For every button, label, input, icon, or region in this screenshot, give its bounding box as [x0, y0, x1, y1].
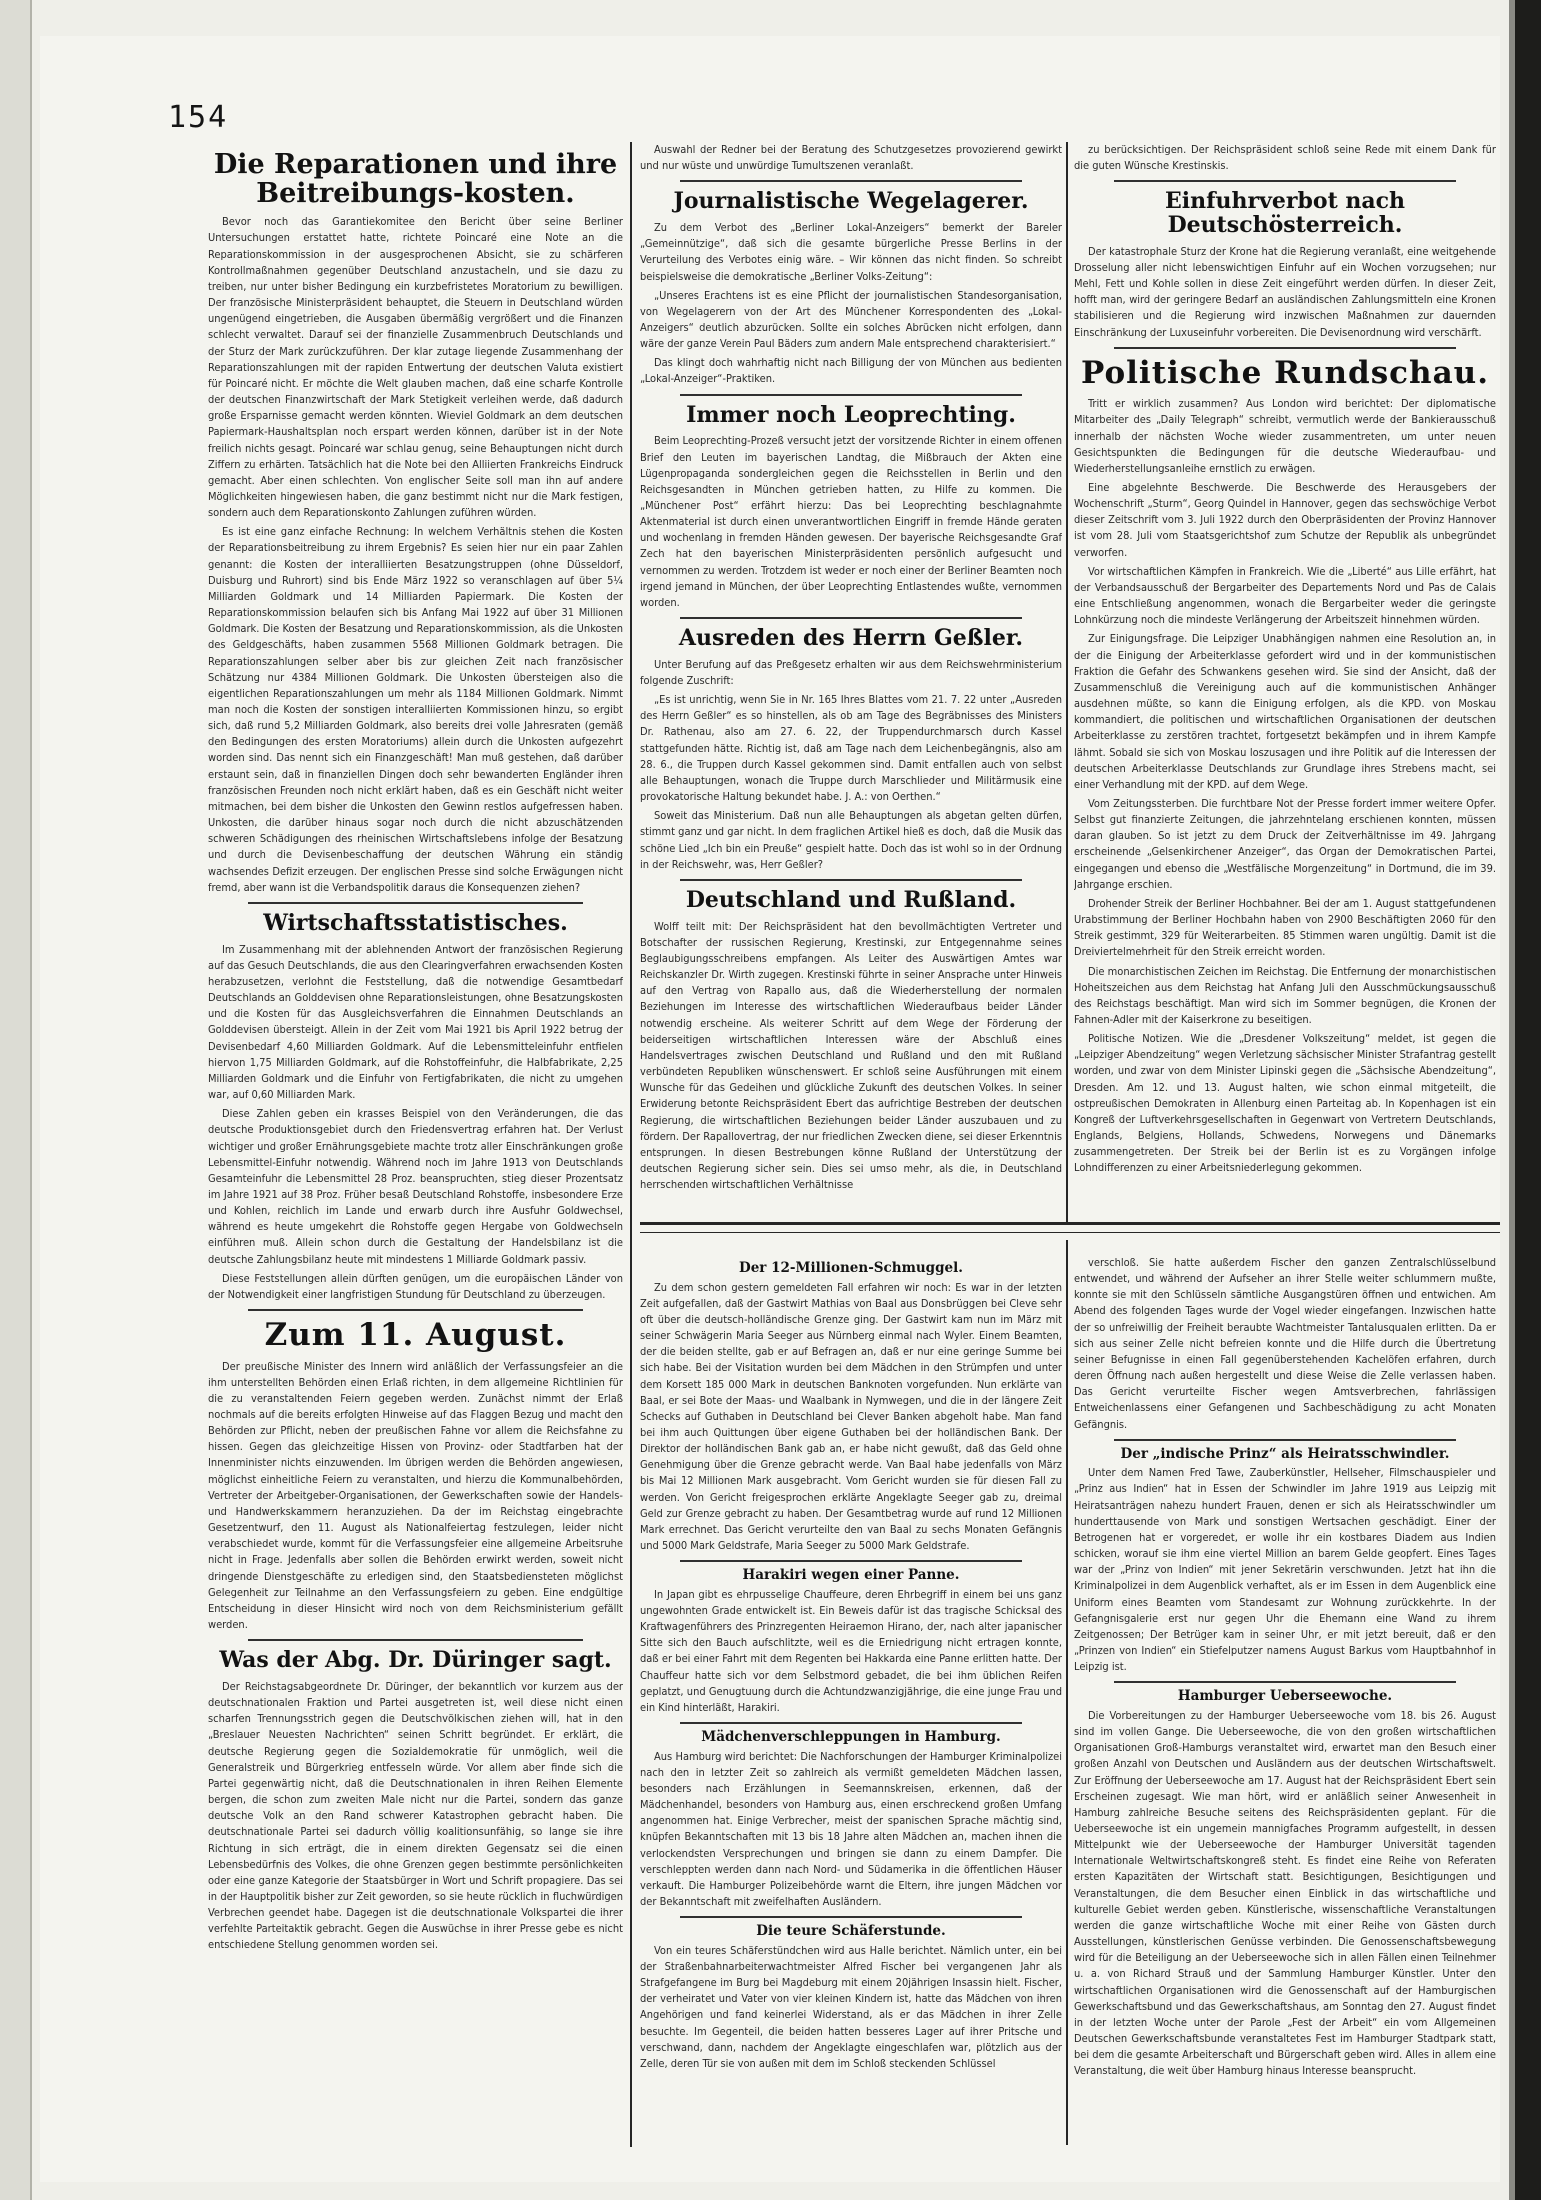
article-paragraph: Die Vorbereitungen zu der Hamburger Ueberseewoche vom 18. bis 26. August sind im vollen Gange. Die Ueberseewoche, die von den großen wirtschaftlichen Organisationen Groß-Hamburgs veranstaltet wird, erwartet man den Besuch einer großen Anzahl von Deutschen und Ausländern aus der deutschen Wirtschaftswelt. Zur Eröffnung der Ueberseewoche am 17. August hat der Reichspräsident Ebert sein Erscheinen zugesagt. Wie man hört, wird er anläßlich seiner Anwesenheit in Hamburg zahlreiche Besuche seitens des Reichspräsidenten geplant. Für die Ueberseewoche ist ein ungemein mannigfaches Programm aufgestellt, in dessen Mittelpunkt wie der Ueberseewoche der Hamburger Universität tagenden Internationale Weltwirtschaftskongreß steht. Es findet eine Reihe von Referaten ersten Kapazitäten der Wirtschaft statt. Besichtigungen, Besichtigungen und Veranstaltungen, die dem Besucher einen Einblick in das wirtschaftliche und kulturelle Gebiet werden geben. Künstlerische, wissenschaftliche Veranstaltungen werden die ganze wirtschaftliche Woche mit einer Reihe von Gästen durch Ausstellungen, künstlerischen Genüsse verbinden. Die Genossenschaftsbewegung wird für die Beteiligung an der Ueberseewoche sich in allen Fällen einen Teilnehmer u. a. von Richard Strauß und der Sammlung Hamburger Künstler. Unter den wirtschaftlichen Organisationen wird die Genossenschaft auf der Hamburgischen Gewerkschaftsbund und das Gewerkschaftshaus, am Sonntag den 27. August findet in der letzten Woche unter der Parole „Fest der Arbeit“ ein vom Allgemeinen Deutschen Gewerkschaftsbunde veranstaltetes Fest im Hamburger Stadtpark statt, bei dem die gesamte Arbeiterschaft und Bürgerschaft geben wird. Alles in allem eine Veranstaltung, die weit über Hamburg hinaus Interesse beansprucht.	[1074, 1708, 1496, 2078]
article-headline: Was der Abg. Dr. Düringer sagt.	[219, 1647, 612, 1674]
article-separator	[248, 1639, 583, 1641]
page-left-edge	[0, 0, 32, 2200]
article-paragraph: Wolff teilt mit: Der Reichspräsident hat den bevollmächtigten Vertreter und Botschafter der russischen Regierung, Krestinski, zur Entgegennahme seines Beglaubigungsschreibens empfangen. Als Leiter des Auswärtigen Amtes war Reichskanzler Dr. Wirth zugegen. Krestinski führte in seiner Ansprache unter Hinweis auf den Vertrag von Rapallo aus, daß die Wiederherstellung der normalen Beziehungen im Interesse des wirtschaftlichen Wiederaufbaus beider Länder notwendig erscheine. Als weiterer Schritt auf dem Wege der Förderung der beiderseitigen wirtschaftlichen Interessen wäre der Abschluß eines Handelsvertrages zwischen Deutschland und Rußland und den mit Rußland verbündeten Republiken wünschenswert. Er schloß seine Ausführungen mit einem Wunsche für das Gedeihen und glückliche Zukunft des deutschen Volkes. In seiner Erwiderung betonte Reichspräsident Ebert das aufrichtige Bestreben der deutschen Regierung, die wirtschaftlichen Beziehungen beider Länder auszubauen und zu fördern. Der Rapallovertrag, der nur friedlichen Zwecken diene, sei dieser Erkenntnis entsprungen. In diesen Bestrebungen könne Rußland der Unterstützung der deutschen Regierung sicher sein. Dies sei umso mehr, als die, in Deutschland herrschenden wirtschaftlichen Verhältnisse	[640, 919, 1062, 1192]
article-paragraph: Der katastrophale Sturz der Krone hat die Regierung veranlaßt, eine weitgehende Drosselung aller nicht lebenswichtigen Einfuhr auf ein Wochen vorzugsehen; nur Mehl, Fett und Kohle sollen in diese Zeit eingeführt werden dürfen. In dieser Zeit, hofft man, wird der geringere Bedarf an ausländischen Zahlungsmitteln eine Kronen stabilisieren und die Regierung wird inzwischen Maßnahmen zur dauernden Einschränkung der Luxuseinfuhr vorbereiten. Die Devisenordnung wird verschärft.	[1074, 244, 1496, 339]
article-paragraph: Vor wirtschaftlichen Kämpfen in Frankreich. Wie die „Liberté“ aus Lille erfährt, hat der Verbandsausschuß der Bergarbeiter des Departements Nord und Pas de Calais eine Entschließung angenommen, wonach die Bergarbeiter weder die geringste Lohnkürzung noch die mindeste Verlängerung der Arbeitszeit hinnehmen würden.	[1074, 564, 1496, 627]
article-headline: Harakiri wegen einer Panne.	[742, 1567, 960, 1584]
article-separator	[680, 1722, 1022, 1724]
article-paragraph: Die monarchistischen Zeichen im Reichstag. Die Entfernung der monarchistischen Hoheitszeichen aus dem Reichstag hat Anfang Juli den Ausschmückungsausschuß des Reichstags beschäftigt. Man wird sich im Sommer begnügen, die Kronen der Fahnen-Adler mit der Kaiserkrone zu beseitigen.	[1074, 964, 1496, 1026]
article	[208, 1649, 623, 1953]
article-headline: Ausreden des Herrn Geßler.	[678, 625, 1024, 652]
article	[640, 1568, 1062, 1716]
article	[640, 142, 1062, 174]
article-paragraph: Tritt er wirklich zusammen? Aus London wird berichtet: Der diplomatische Mitarbeiter des „Daily Telegraph“ schreibt, vermutlich werde der Bankierausschuß innerhalb der nächsten Woche wieder zusammentreten, um unter neuen Gesichtspunkten die Bedingungen für die deutsche Wiederaufbau- und Wiederherstellungsanleihe ernstlich zu erwägen.	[1074, 397, 1496, 475]
article-separator	[680, 180, 1022, 182]
column-rule-3	[1066, 1240, 1068, 2145]
article	[640, 1924, 1062, 2072]
article-paragraph: Zu dem schon gestern gemeldeten Fall erfahren wir noch: Es war in der letzten Zeit aufgefallen, daß der Gastwirt Mathias von Baal aus Donsbrüggen bei Cleve sehr oft über die deutsch-holländische Grenze ging. Der Gastwirt kam nun im März mit seiner Schwägerin Maria Seeger aus Nürnberg einmal nach Wyler. Einem Beamten, der die beiden stellte, gab er auf Befragen an, daß er nur eine geringe Summe bei sich habe. Bei der Visitation wurden bei dem Mädchen in den Strümpfen und unter dem Korsett 185 000 Mark in deutschen Banknoten vorgefunden. Nun erklärte van Baal, er sei Bote der Maas- und Waalbank in Nymwegen, und die in der längere Zeit Schecks auf Guthaben in Deutschland bei Clever Banken abgeholt habe. Man fand bei ihm auch Quittungen über eigene Guthaben bei der holländischen Bank. Der Direktor der holländischen Bank gab an, er habe nicht gewußt, daß das Geld ohne Genehmigung über die Grenze gebracht werde. Van Baal habe jedenfalls von März bis Mai 12 Millionen Mark ausgebracht. Vom Gericht wurden sie für diesen Fall zu werden. Von Gericht freigesprochen erklärte Angeklagte Seeger gab zu, dreimal Geld zur Grenze gebracht zu haben. Der Gesamtbetrag wurde auf rund 12 Millionen Mark errechnet. Das Gericht verurteilte den van Baal zu sechs Monaten Gefängnis und 5000 Mark Geldstrafe, Maria Seeger zu 5000 Mark Geldstrafe.	[640, 1280, 1062, 1553]
section-rule-bottom	[640, 1232, 1500, 1233]
article-paragraph: Auswahl der Redner bei der Beratung des Schutzgesetzes provozierend gewirkt und nur wüste und unwürdige Tumultszenen veranlaßt.	[640, 143, 1062, 173]
article	[640, 1261, 1062, 1554]
article-paragraph: Beim Leoprechting-Prozeß versucht jetzt der vorsitzende Richter in einem offenen Brief den Leuten im bayerischen Landtag, die Mißbrauch der Akten eine Lügenpropaganda sondergleichen gegen die Reichsstellen in Berlin und den Reichsgesandten in München getrieben hatten, zu Hilfe zu kommen. Die „Münchener Post“ erfährt hierzu: Das bei Leoprechting beschlagnahmte Aktenmaterial ist durch einen unverantwortlichen Eingriff in fremde Hände geraten und wochenlang in fremden Händen gewesen. Der bayerische Reichsgesandte Graf Zech hat den bayerischen Ministerpräsidenten persönlich aufgesucht und vernommen zu werden. Trotzdem ist weder er noch einer der Berliner Beamten noch irgend jemand in München, der über Leoprechting Entlastendes wußte, vernommen worden.	[640, 434, 1062, 609]
article	[208, 150, 623, 896]
article-paragraph: Das klingt doch wahrhaftig nicht nach Billigung der von München aus bedienten „Lokal-Anzeiger“-Praktiken.	[640, 356, 1062, 386]
article	[640, 190, 1062, 387]
article-paragraph: zu berücksichtigen. Der Reichspräsident schloß seine Rede mit einem Dank für die guten Wünsche Krestinskis.	[1074, 143, 1496, 173]
article-paragraph: verschloß. Sie hatte außerdem Fischer den ganzen Zentralschlüsselbund entwendet, und während der Aufseher an ihrer Stelle weiter schlummern mußte, konnte sie mit den Schlüsseln sämtliche Ausgangstüren öffnen und entwichen. Am Abend des folgenden Tages wurde der Vogel wieder eingefangen. Inzwischen hatte der so unfreiwillig der Freiheit beraubte Wachtmeister Tantalusqualen erlitten. Da er sich aus seiner Zelle nicht befreien konnte und die Hilfe durch die Übertretung seiner Befugnisse in einen Fall gegenüberstehenden Kachelöfen erfahren, durch deren Öffnung nach außen hergestellt und diese Weise die Zelle verlassen haben. Das Gericht verurteilte Fischer wegen Amtsverbrechen, fahrlässigen Entweichenlassens einer Gefangenen und Sachbeschädigung zu acht Monaten Gefängnis.	[1074, 1256, 1496, 1431]
article	[640, 1730, 1062, 1910]
article-separator	[1114, 347, 1456, 349]
article-separator	[680, 879, 1022, 881]
article-headline: Politische Rundschau.	[1081, 354, 1489, 391]
article	[1074, 1255, 1496, 1433]
column-3	[1074, 142, 1496, 1204]
article	[1074, 354, 1496, 1177]
column-2	[640, 142, 1062, 1204]
article	[640, 886, 1062, 1193]
article-paragraph: Eine abgelehnte Beschwerde. Die Beschwerde des Herausgebers der Wochenschrift „Sturm“, Georg Quindel in Hannover, gegen das sechswöchige Verbot dieser Zeitschrift vom 3. Juli 1922 durch den Oberpräsidenten der Provinz Hannover ist vom 28. Juli vom Staatsgerichtshof zum Schutze der Republik als unbegründet verworfen.	[1074, 481, 1496, 559]
article-headline: Einfuhrverbot nach Deutschösterreich.	[1164, 188, 1406, 239]
article-separator	[248, 1309, 583, 1311]
article-paragraph: In Japan gibt es ehrpusselige Chauffeure, deren Ehrbegriff in einem bei uns ganz ungewohnten Grade entwickelt ist. Ein Beweis dafür ist das tragische Schicksal des Kraftwagenführers des Prinzregenten Heiraemon Hirano, der, nach alter japanischer Sitte sich den Bauch aufschlitzte, weil es die Erniedrigung nicht ertragen konnte, daß er bei einer Fahrt mit dem Regenten bei Hakkarda eine Panne erlitten hatte. Der Chauffeur hatte sich vor dem Selbstmord gebadet, die bei ihm üblichen Reifen geplatzt, und Genugtuung durch die Achtundzwanzigjährige, die eine junge Frau und ein Kind hinterläßt, Harakiri.	[640, 1587, 1062, 1714]
article-headline: Deutschland und Rußland.	[685, 886, 1017, 913]
article	[640, 627, 1062, 873]
article-headline: Journalistische Wegelagerer.	[673, 188, 1029, 215]
article-paragraph: Diese Feststellungen allein dürften genügen, um die europäischen Länder von der Notwendigkeit einer langfristigen Stundung für Deutschland zu überzeugen.	[208, 1271, 623, 1301]
article-headline: Immer noch Leoprechting.	[686, 401, 1016, 428]
article-separator	[680, 1916, 1022, 1918]
article-paragraph: Diese Zahlen geben ein krasses Beispiel von den Veränderungen, die das deutsche Produktionsgebiet durch den Friedensvertrag erfahren hat. Der Verlust wichtiger und großer Ernährungsgebiete machte trotz aller Einschränkungen große Lebensmittel-Einfuhr notwendig. Während noch im Jahre 1913 von Deutschlands Gesamteinfuhr die Lebensmittel 28 Proz. beanspruchten, stieg dieser Prozentsatz im Jahre 1921 auf 38 Proz. Früher besaß Deutschland Rohstoffe, insbesondere Erze und Kohlen, reichlich im Lande und erwarb durch ihre Ausfuhr Goldwechsel, während es heute umgekehrt die Rohstoffe gegen Hergabe von Goldwechseln einführen muß. Allein schon durch die Gestaltung der Handelsbilanz ist die deutsche Zahlungsbilanz heute mit mindestens 1 Milliarde Goldmark passiv.	[208, 1107, 623, 1266]
article-paragraph: Unter dem Namen Fred Tawe, Zauberkünstler, Hellseher, Filmschauspieler und „Prinz aus Indien“ hat in Essen der Schwindler im Jahre 1919 aus Leipzig mit Heiratsanträgen nahezu hundert Frauen, denen er sich als Heiratsschwindler um hunderttausende von Mark und sonstigen Wertsachen geschädigt. Einer der Betrogenen hat er vorgeredet, er wolle ihr ein kostbares Diadem aus Indien schicken, worauf sie ihm eine viertel Million an barem Gelde geopfert. Eines Tages war der „Prinz von Indien“ mit jener Sekretärin verschwunden. Jetzt hat ihn die Kriminalpolizei in dem Augenblick verhaftet, als er im Essen in dem Augenblick eine Uniform eines Beamten vom Standesamt zur Wohnung zurückkehrte. In der Gefangnisgalerie erst nur gegen Uhr die Ehemann eine Wand zu ihrem Zeitgenossen; Der Betrüger kam in seiner Uhr, er mit jetzt bereuit, daß er den „Prinzen von Indien“ ein Stiefelputzer namens August Barkus vom Hauptbahnhof in Leipzig ist.	[1074, 1466, 1496, 1674]
column-5	[1074, 1255, 1496, 2145]
article-headline: Die teure Schäferstunde.	[756, 1923, 946, 1940]
article	[208, 909, 623, 1303]
article-paragraph: Drohender Streik der Berliner Hochbahner. Bei der am 1. August stattgefundenen Urabstimmung der Berliner Hochbahn haben von 2900 Beschäftigten 2060 für den Streik gestimmt, 329 für Weiterarbeiten. 85 Stimmen waren ungültig. Damit ist die Dreiviertelmehrheit für den Streik erreicht worden.	[1074, 896, 1496, 959]
article	[208, 1319, 623, 1633]
article-paragraph: Zu dem Verbot des „Berliner Lokal-Anzeigers“ bemerkt der Bareler „Gemeinnützige“, daß sich die gesamte bürgerliche Presse Berlins in der Verurteilung des Verbotes einig wäre. – Wir können das nicht finden. So schreibt beispielsweise die demokratische „Berliner Volks-Zeitung“:	[640, 221, 1062, 283]
article-headline: Der 12-Millionen-Schmuggel.	[739, 1260, 963, 1276]
article-headline: Wirtschaftsstatistisches.	[263, 909, 568, 936]
article-separator	[680, 394, 1022, 396]
book-binding	[1515, 0, 1541, 2200]
article-paragraph: Von ein teures Schäferstündchen wird aus Halle berichtet. Nämlich unter, ein bei der Straßenbahnarbeiterwachtmeister Alfred Fischer bei vergangenen Jahr als Strafgefangene im Burg bei Magdeburg mit einem 20jährigen Insassin hielt. Fischer, der verheiratet und Vater von vier kleinen Kindern ist, hatte das Mädchen von ihren Angehörigen und fand keinerlei Widerstand, als er das Mädchen in ihrer Zelle besuchte. Im Gegenteil, die beiden hatten besseres Lager auf ihrer Pritsche und verschwand, dann, nachdem der Angeklagte eingeschlafen war, plötzlich aus der Zelle, deren Tür sie von außen mit dem im Schloß steckenden Schlüssel	[640, 1943, 1062, 2070]
article-paragraph: Es ist eine ganz einfache Rechnung: In welchem Verhältnis stehen die Kosten der Reparationsbeitreibung zu ihrem Ergebnis? Es seien hier nur ein paar Zahlen genannt: die Kosten der interalliierten Besatzungstruppen (ohne Düsseldorf, Duisburg und Ruhrort) sind bis Ende März 1922 so veranschlagen auf über 5¼ Milliarden Goldmark und 14 Milliarden Papiermark. Die Kosten der Reparationskommission belaufen sich bis Anfang Mai 1922 auf über 31 Millionen Goldmark. Die Kosten der Besatzung und Reparationskommission, als die Unkosten des Geldgeschäfts, haben zusammen 5568 Millionen Goldmark betragen. Die Reparationszahlungen selber aber bis zur gleichen Zeit nach französischer Schätzung nur 4384 Millionen Goldmark. Die Unkosten übersteigen also die eigentlichen Reparationszahlungen um mehr als 1184 Millionen Goldmark. Nimmt man noch die Kosten der sonstigen interalliierten Kommissionen hinzu, so ergibt sich, daß rund 5,2 Milliarden Goldmark, also bereits drei volle Jahresraten (gemäß den Bedingungen des ersten Moratoriums) allein durch die Unkosten aufgezehrt worden sind. Das nennt sich ein Finanzgeschäft! Man muß gestehen, daß darüber erstaunt sein, daß in finanziellen Dingen doch sehr bewanderten Engländer ihren französischen Freunden noch nicht erklärt haben, daß es ein Geschäft nicht weiter mitmachen, bei dem bisher die Unkosten den Gewinn restlos aufgefressen haben. Unkosten, die darüber hinaus sogar noch durch die nicht abzuschätzenden schweren Schädigungen des rheinischen Wirtschaftslebens infolge der Besatzung und durch die Devisenbeschaffung der deutschen Währung ein ständig wachsendes Defizit erzeugen. Der englischen Presse sind solche Erwägungen nicht fremd, aber wann ist die Verbandspolitik daraus die Konsequenzen ziehen?	[208, 525, 623, 894]
article-paragraph: Der Reichstagsabgeordnete Dr. Düringer, der bekanntlich vor kurzem aus der deutschnationalen Fraktion und Partei ausgetreten ist, weil diese nicht einen scharfen Trennungsstrich gegen die Deutschvölkischen ziehen will, hat in den „Breslauer Neuesten Nachrichten“ seinen Schritt begründet. Er erklärt, die deutsche Regierung gegen die Sozialdemokratie für unmöglich, weil die Generalstreik und Bürgerkrieg entfesseln würde. Vor allem aber finde sich die Partei gegenwärtig nicht, daß die Deutschnationalen in ihren Reihen Elemente bergen, die schon zum zweiten Male nicht nur die Partei, sondern das ganze deutsche Volk an den Rand schwerer Katastrophen gebracht haben. Die deutschnationale Partei sei dadurch völlig koalitionsunfähig, so lange sie ihre Richtung in sich erträgt, die in einem direkten Gegensatz sei die einen Lebensbedürfnis des Volkes, die ohne Grenzen gegen bestimmte persönlichkeiten oder eine ganze Kategorie der Staatsbürger in Wort und Schrift propagiere. Das sei in der Hauptpolitik bisher zur Zeit geworden, so sie heute rücklich in fluchwürdigen Verbrechen geendet habe. Dagegen ist die deutschnationale Volkspartei die ihrer verfehlte Parteitaktik gebracht. Gegen die Auswüchse in ihrer Presse gebe es nicht entschiedene Stellung genommen worden sei.	[208, 1679, 623, 1952]
column-rule-1	[630, 142, 632, 2147]
column-1	[208, 142, 623, 2142]
article-separator	[248, 902, 583, 904]
column-4	[640, 1255, 1062, 2145]
article-paragraph: Politische Notizen. Wie die „Dresdener Volkszeitung“ meldet, ist gegen die „Leipziger Abendzeitung“ wegen Verletzung sächsischer Minister Strafantrag gestellt worden, und zwar von dem Minister Lipinski gegen die „Sächsische Abendzeitung“, Dresden. Am 12. und 13. August halten, wie schon einmal mitgeteilt, die ostpreußischen Demokraten in Allenburg einen Parteitag ab. In Kopenhagen ist ein Kongreß der Luftverkehrsgesellschaften in Gegenwart von Vertretern Deutschlands, Englands, Belgiens, Hollands, Schwedens, Norwegens und Dänemarks zusammengetreten. Der Streik bei der Berlin ist es zu Vorgängen infolge Lohndifferenzen zu einer Arbeitsniederlegung gekommen.	[1074, 1032, 1496, 1175]
column-rule-2	[1066, 142, 1068, 1222]
article-paragraph: Vom Zeitungssterben. Die furchtbare Not der Presse fordert immer weitere Opfer. Selbst gut finanzierte Zeitungen, die jahrzehntelang erschienen konnten, müssen daran glauben. So ist jetzt zu dem Druck der Zeitverhältnisse im 49. Jahrgang erscheinende „Gelsenkirchener Anzeiger“, das Organ der Demokratischen Partei, eingegangen und ebenso die „Westfälische Morgenzeitung“ in Dortmund, die im 39. Jahrgange erschien.	[1074, 796, 1496, 891]
article	[1074, 190, 1496, 340]
article-separator	[1114, 180, 1456, 182]
article-separator	[1114, 1439, 1456, 1441]
article-headline: Hamburger Ueberseewoche.	[1177, 1688, 1393, 1705]
article-headline: Die Reparationen und ihre Beitreibungs-kosten.	[213, 149, 618, 210]
article-headline: Zum 11. August.	[264, 1317, 567, 1354]
article-paragraph: Der preußische Minister des Innern wird anläßlich der Verfassungsfeier an die ihm unterstellten Behörden einen Erlaß richten, in dem allgemeine Richtlinien für die zu veranstaltenden Feiern gegeben werden. Zunächst nimmt der Erlaß nochmals auf die bereits erfolgten Hinweise auf das Flaggen Bezug und macht den Behörden zur Pflicht, neben der preußischen Fahne vor allem die Reichsfahne zu hissen. Gegen das gleichzeitige Hissen von Provinz- oder Stadtfarben hat der Innenminister nichts einzuwenden. Im übrigen werden die Behörden angewiesen, möglichst einheitliche Feiern zu veranstalten, und hierzu die Kommunalbehörden, Vertreter der Arbeitgeber-Organisationen, der Gewerkschaften sowie der Handels- und Handwerkskammern heranzuziehen. Da der im Reichstag eingebrachte Gesetzentwurf, den 11. August als Nationalfeiertag festzulegen, leider nicht verabschiedet wurde, kommt für die Verfassungsfeier eine allgemeine Arbeitsruhe nicht in Frage. Jedenfalls aber sollen die Behörden erwirkt werden, soweit nicht dringende Dienstgeschäfte zu erledigen sind, den Staatsbediensteten möglichst Gelegenheit zur Teilnahme an den Verfassungsfeiern zu geben. Eine endgültige Entscheidung in dieser Hinsicht wird noch von dem Reichsministerium gefällt werden.	[208, 1359, 623, 1632]
article-paragraph: Soweit das Ministerium. Daß nun alle Behauptungen als abgetan gelten dürfen, stimmt ganz und gar nicht. In dem fraglichen Artikel hieß es doch, daß die Musik das schöne Lied „Ich bin ein Preuße“ gespielt hatte. Doch das ist wohl so in der Ordnung in der Reichswehr, was, Herr Geßler?	[640, 809, 1062, 871]
article-paragraph: Unter Berufung auf das Preßgesetz erhalten wir aus dem Reichswehrministerium folgende Zuschrift:	[640, 657, 1062, 687]
article-headline: Mädchenverschleppungen in Hamburg.	[701, 1729, 1001, 1746]
article-separator	[680, 617, 1022, 619]
section-rule-top	[640, 1222, 1500, 1225]
article-separator	[680, 1560, 1022, 1562]
article-paragraph: Aus Hamburg wird berichtet: Die Nachforschungen der Hamburger Kriminalpolizei nach den in letzter Zeit so zahlreich als vermißt gemeldeten Mädchen lassen, besonders nach Erzählungen in Seemannskreisen, erkennen, daß der Mädchenhandel, besonders von Hamburg aus, einen erschreckend großen Umfang angenommen hat. Einige Verbrecher, meist der spanischen Sprache mächtig sind, knüpfen Bekanntschaften mit 13 bis 18 Jahre alten Mädchen an, machen ihnen die verlockendsten Versprechungen und bringen sie dann zu einem Dampfer. Die verschleppten werden dann nach Nord- und Südamerika in die öffentlichen Häuser verkauft. Die Hamburger Polizeibehörde warnt die Eltern, ihre jungen Mädchen vor der Bekanntschaft mit zweifelhaften Ausländern.	[640, 1749, 1062, 1909]
article-paragraph: „Unseres Erachtens ist es eine Pflicht der journalistischen Standesorganisation, von Wegelagerern von der Art des Münchener Korrespondenten des „Lokal-Anzeigers“ deutlich abzurücken. Sollte ein solches Abrücken nicht erfolgen, dann wäre der ganze Verein Paul Bäders zum andern Male entsprechend charakterisiert.“	[640, 288, 1062, 351]
article	[1074, 142, 1496, 174]
article-paragraph: „Es ist unrichtig, wenn Sie in Nr. 165 Ihres Blattes vom 21. 7. 22 unter „Ausreden des Herrn Geßler“ es so hinstellen, als ob am Tage des Begräbnisses des Ministers Dr. Rathenau, also am 27. 6. 22, der Truppendurchmarsch durch Kassel stattgefunden hätte. Richtig ist, daß am Tage nach dem Leichenbegängnis, also am 28. 6., die Truppen durch Kassel gekommen sind. Damit entfallen auch von selbst alle Behauptungen, wonach die Truppe durch Marschlieder und Militärmusik eine provokatorische Haltung bekundet habe. J. A.: von Oerthen.“	[640, 693, 1062, 804]
article	[1074, 1689, 1496, 2079]
article	[640, 401, 1062, 611]
article-headline: Der „indische Prinz“ als Heiratsschwindler.	[1120, 1445, 1450, 1462]
article-separator	[1114, 1681, 1456, 1683]
article-paragraph: Zur Einigungsfrage. Die Leipziger Unabhängigen nahmen eine Resolution an, in der die Einigung der Arbeiterklasse gefordert wird und in der kommunistischen Fraktion die Gefahr des Schwankens gesehen wird. Sie sind der Ansicht, daß der Zusammenschluß die Vereinigung auch auf die kommunistischen Anhänger ausdehnen müßte, so kann die Einigung erfolgen, als die KPD. von Moskau kommandiert, die politischen und wirtschaftlichen Organisationen der deutschen Arbeiterklasse zu zerstören trachtet, fortgesetzt bekämpfen und in ihrem Kampfe lähmt. Sobald sie sich von Moskau loszusagen und ihre Politik auf die Interessen der deutschen Arbeiterklasse Deutschlands zur Grundlage ihres Strebens macht, sei einer Verhandlung mit der KPD. auf dem Wege.	[1074, 632, 1496, 791]
article-paragraph: Im Zusammenhang mit der ablehnenden Antwort der französischen Regierung auf das Gesuch Deutschlands, die aus den Clearingverfahren erwachsenden Kosten herabzusetzen, verlohnt die Feststellung, daß die notwendige Gesamtbedarf Deutschlands an Golddevisen ohne Reparationsleistungen, ohne Besatzungskosten und die Kosten für das Ausgleichsverfahren die Einnahmen Deutschlands an Golddevisen übersteigt. Allein in der Zeit vom Mai 1921 bis April 1922 betrug der Devisenbedarf 4,60 Milliarden Goldmark. Auf die Lebensmitteleinfuhr entfielen hiervon 1,75 Milliarden Goldmark, auf die Rohstoffeinfuhr, die Halbfabrikate, 2,25 Milliarden Goldmark und die Einfuhr von Fertigfabrikaten, die nicht zu umgehen war, auf 0,60 Milliarden Mark.	[208, 942, 623, 1102]
article-paragraph: Bevor noch das Garantiekomitee den Bericht über seine Berliner Untersuchungen erstattet hatte, richtete Poincaré eine Note an die Reparationskommission in der ausgesprochenen Absicht, sie zu schärferen Kontrollmaßnahmen gegenüber Deutschland anzustacheln, und sie dazu zu treiben, nur unter bisher Bedingung ein kurzbefristetes Moratorium zu bewilligen. Der französische Ministerpräsident behauptet, die Steuern in Deutschland würden ungenügend eingetrieben, die Ausgaben übermäßig vergrößert und die Finanzen schlecht verwaltet. Darauf sei der finanzielle Zusammenbruch Deutschlands und der Sturz der Mark zurückzuführen. Der klar zutage liegende Zusammenhang der Reparationszahlungen mit der rapiden Entwertung der deutschen Valuta existiert für Poincaré nicht. Er möchte die Welt glauben machen, daß eine scharfe Kontrolle der deutschen Finanzwirtschaft der Mark Stetigkeit verleihen werde, daß dadurch große Ersparnisse gemacht werden könnten. Wieviel Goldmark an dem deutschen Papiermark-Haushaltsplan noch erspart werden können, darüber ist in der Note freilich nichts gesagt. Poincaré war schlau genug, seine Behauptungen nicht durch Ziffern zu erhärten. Tatsächlich hat die Note bei den Alliierten Frankreichs Eindruck gemacht. Aber einen schlechten. Von englischer Seite soll man ihn auf andere Möglichkeiten hingewiesen haben, die ganz bestimmt nicht nur die Mark festigen, sondern auch dem Reparationskonto Zahlungen zuführen würden.	[208, 215, 623, 520]
page-number: 154	[168, 100, 229, 135]
article	[1074, 1447, 1496, 1676]
